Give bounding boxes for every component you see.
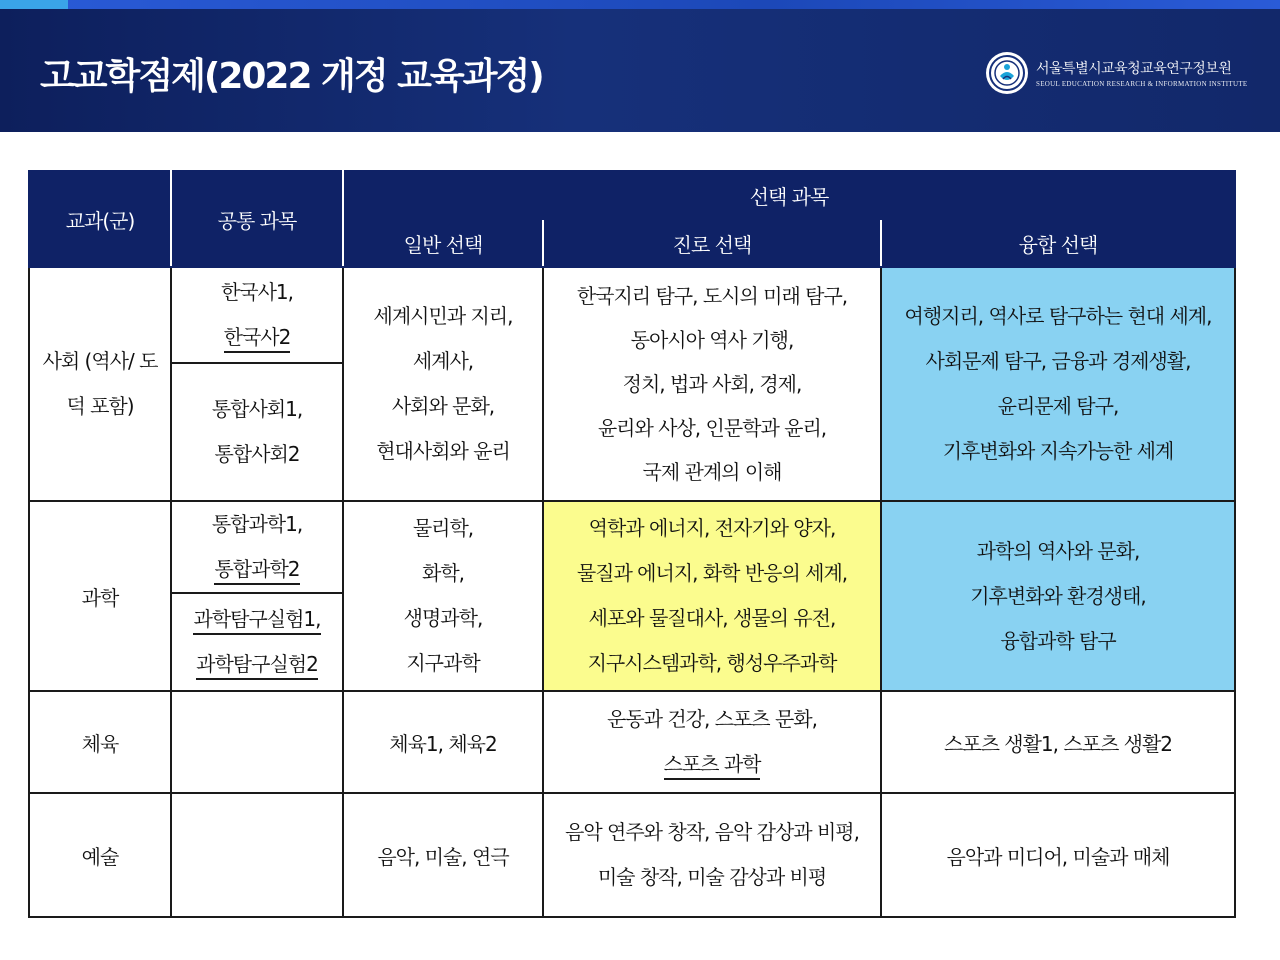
social-common-integrated-society: 통합사회1, 통합사회2 (171, 363, 343, 501)
header-banner (0, 0, 1280, 132)
social-common-korean-history: 한국사1, 한국사2 (171, 267, 343, 363)
social-career-elective: 한국지리 탐구, 도시의 미래 탐구, 동아시아 역사 기행, 정치, 법과 사회, 경제, 윤리와 사상, 인문학과 윤리, 국제 관계의 이해 (543, 267, 881, 501)
header-accent-stripe (0, 0, 68, 9)
science-fusion-elective: 과학의 역사와 문화, 기후변화와 환경생태, 융합과학 탐구 (881, 501, 1235, 691)
pe-general-elective: 체육1, 체육2 (343, 691, 543, 793)
header-subject-group: 교과(군) (29, 171, 171, 267)
social-fusion-elective: 여행지리, 역사로 탐구하는 현대 세계, 사회문제 탐구, 금융과 경제생활, 윤리문제 탐구, 기후변화와 지속가능한 세계 (881, 267, 1235, 501)
arts-general-elective: 음악, 미술, 연극 (343, 793, 543, 917)
social-general-elective: 세계시민과 지리, 세계사, 사회와 문화, 현대사회와 윤리 (343, 267, 543, 501)
org-name-korean: 서울특별시교육청교육연구정보원 (1036, 61, 1232, 77)
page-title: 고교학점제(2022 개정 교육과정) (40, 56, 543, 97)
arts-fusion-elective: 음악과 미디어, 미술과 매체 (881, 793, 1235, 917)
seoul-education-emblem-icon (986, 52, 1028, 94)
curriculum-table (28, 170, 1236, 918)
pe-common (171, 691, 343, 793)
header-elective-courses: 선택 과목 (343, 171, 1235, 219)
pe-fusion-elective: 스포츠 생활1, 스포츠 생활2 (881, 691, 1235, 793)
pe-career-elective: 운동과 건강, 스포츠 문화, 스포츠 과학 (543, 691, 881, 793)
header-common-courses: 공통 과목 (171, 171, 343, 267)
arts-career-elective: 음악 연주와 창작, 음악 감상과 비평, 미술 창작, 미술 감상과 비평 (543, 793, 881, 917)
header-top-stripe (0, 0, 1280, 9)
org-name-english: SEOUL EDUCATION RESEARCH & INFORMATION INSTITUTE (1036, 80, 1248, 88)
row-pe-name: 체육 (29, 691, 171, 793)
row-science-name: 과학 (29, 501, 171, 691)
header-career-elective: 진로 선택 (543, 219, 881, 267)
header-fusion-elective: 융합 선택 (881, 219, 1235, 267)
arts-common (171, 793, 343, 917)
science-career-elective: 역학과 에너지, 전자기와 양자, 물질과 에너지, 화학 반응의 세계, 세포와 물질대사, 생물의 유전, 지구시스템과학, 행성우주과학 (543, 501, 881, 691)
org-logo (986, 50, 1248, 96)
row-arts-name: 예술 (29, 793, 171, 917)
header-general-elective: 일반 선택 (343, 219, 543, 267)
science-general-elective: 물리학, 화학, 생명과학, 지구과학 (343, 501, 543, 691)
row-social-name: 사회 (역사/ 도 덕 포함) (29, 267, 171, 501)
science-common-inquiry-lab: 과학탐구실험1, 과학탐구실험2 (171, 593, 343, 691)
science-common-integrated-science: 통합과학1, 통합과학2 (171, 501, 343, 593)
